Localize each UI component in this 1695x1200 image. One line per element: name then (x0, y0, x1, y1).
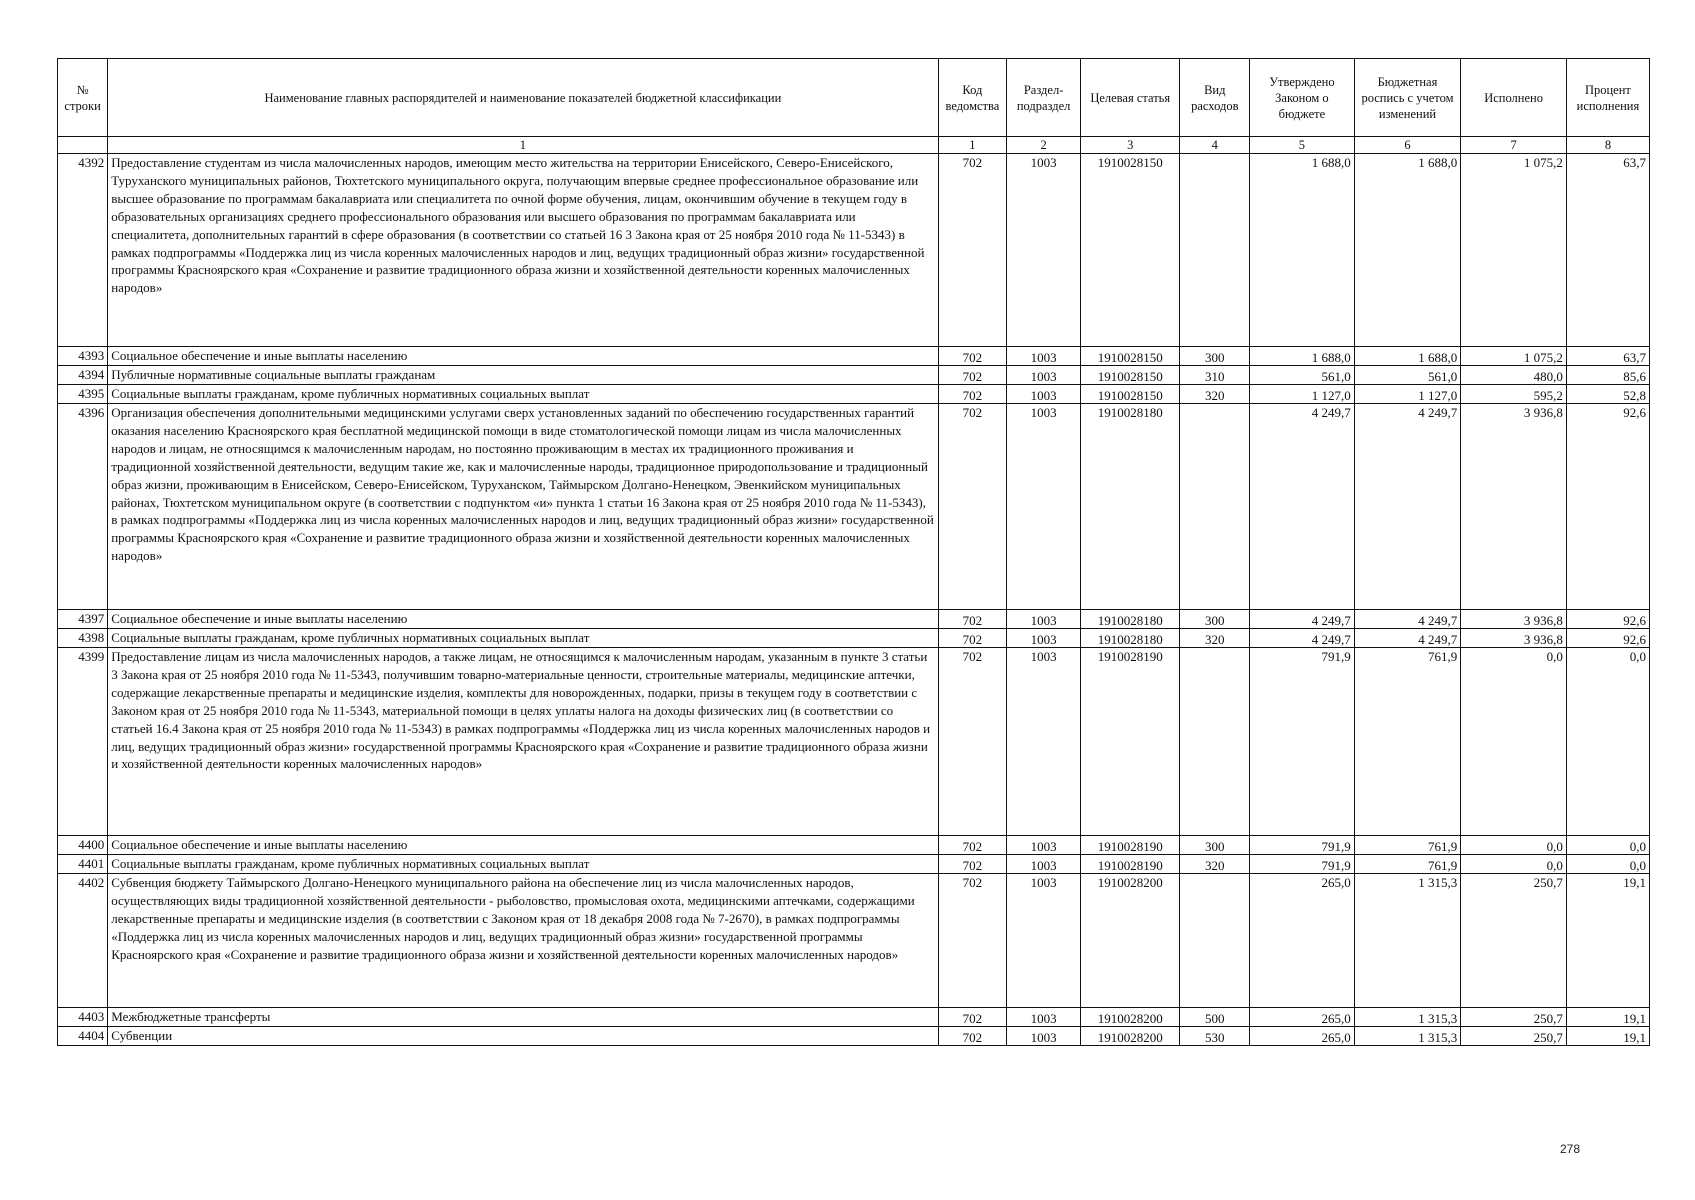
executed-amount: 1 075,2 (1461, 347, 1567, 366)
section-code: 1003 (1007, 874, 1081, 1008)
executed-amount: 1 075,2 (1461, 154, 1567, 347)
dept-code: 702 (938, 629, 1007, 648)
executed-amount: 0,0 (1461, 648, 1567, 836)
header-executed: Исполнено (1461, 59, 1567, 137)
execution-percent: 92,6 (1566, 404, 1649, 610)
dept-code: 702 (938, 836, 1007, 855)
dept-code: 702 (938, 1027, 1007, 1046)
target-article: 1910028190 (1081, 855, 1180, 874)
column-number-row (58, 137, 1650, 154)
approved-amount: 1 127,0 (1250, 385, 1355, 404)
column-number: 3 (1081, 137, 1180, 154)
item-name: Организация обеспечения дополнительными медицинскими услугами сверх установленных заданий по обеспечению государственных гарантий оказания населению Красноярского края бесплатной медицинской помощи в виде стоматологической помощи лицам из числа малочисленных народов и лицам, не относящимся к малочисленным народам, но постоянно проживающим в местах их традиционного проживания и традиционной хозяйственной деятельности, ведущим такие же, как и малочисленные народы, традиционное природопользование и традиционный образ жизни, проживающим в Енисейском, Северо-Енисейском, Туруханском, Таймырском Долгано-Ненецком, Эвенкийском муниципальных районах, Тюхтетском муниципальном округе (в соответствии с подпунктом «и» пункта 1 статьи 16 Закона края от 25 ноября 2010 года № 11-5343), в рамках подпрограммы «Поддержка лиц из числа коренных малочисленных народов и лиц, ведущих традиционный образ жизни» государственной программы Красноярского края «Сохранение и развитие традиционного образа жизни и хозяйственной деятельности коренных малочисленных народов» (108, 404, 938, 610)
target-article: 1910028180 (1081, 610, 1180, 629)
approved-amount: 4 249,7 (1250, 629, 1355, 648)
execution-percent: 0,0 (1566, 855, 1649, 874)
budget-list-amount: 4 249,7 (1354, 629, 1461, 648)
row-number: 4403 (58, 1008, 108, 1027)
dept-code: 702 (938, 154, 1007, 347)
row-number: 4404 (58, 1027, 108, 1046)
section-code: 1003 (1007, 385, 1081, 404)
expense-type: 310 (1180, 366, 1250, 385)
row-number: 4396 (58, 404, 108, 610)
section-code: 1003 (1007, 610, 1081, 629)
section-code: 1003 (1007, 366, 1081, 385)
target-article: 1910028190 (1081, 836, 1180, 855)
dept-code: 702 (938, 1008, 1007, 1027)
table-row (58, 1008, 1650, 1027)
row-number: 4395 (58, 385, 108, 404)
column-number: 4 (1180, 137, 1250, 154)
dept-code: 702 (938, 347, 1007, 366)
expense-type (1180, 154, 1250, 347)
executed-amount: 250,7 (1461, 1027, 1567, 1046)
dept-code: 702 (938, 855, 1007, 874)
column-number: 6 (1354, 137, 1461, 154)
approved-amount: 265,0 (1250, 1027, 1355, 1046)
budget-list-amount: 761,9 (1354, 648, 1461, 836)
row-number: 4393 (58, 347, 108, 366)
row-number: 4399 (58, 648, 108, 836)
execution-percent: 0,0 (1566, 836, 1649, 855)
item-name: Социальные выплаты гражданам, кроме публичных нормативных социальных выплат (108, 855, 938, 874)
execution-percent: 19,1 (1566, 874, 1649, 1008)
expense-type: 320 (1180, 385, 1250, 404)
table-row (58, 347, 1650, 366)
header-dept-code: Код ведомства (938, 59, 1007, 137)
header-row-no: № строки (58, 59, 108, 137)
target-article: 1910028150 (1081, 366, 1180, 385)
table-row (58, 836, 1650, 855)
executed-amount: 480,0 (1461, 366, 1567, 385)
target-article: 1910028150 (1081, 347, 1180, 366)
approved-amount: 4 249,7 (1250, 610, 1355, 629)
item-name: Социальное обеспечение и иные выплаты населению (108, 610, 938, 629)
header-exp-type: Вид расходов (1180, 59, 1250, 137)
approved-amount: 265,0 (1250, 874, 1355, 1008)
item-name: Социальные выплаты гражданам, кроме публичных нормативных социальных выплат (108, 385, 938, 404)
expense-type: 320 (1180, 629, 1250, 648)
executed-amount: 250,7 (1461, 1008, 1567, 1027)
row-number: 4398 (58, 629, 108, 648)
budget-list-amount: 1 315,3 (1354, 1008, 1461, 1027)
item-name: Межбюджетные трансферты (108, 1008, 938, 1027)
budget-list-amount: 1 315,3 (1354, 1027, 1461, 1046)
expense-type: 500 (1180, 1008, 1250, 1027)
budget-list-amount: 1 315,3 (1354, 874, 1461, 1008)
expense-type (1180, 648, 1250, 836)
target-article: 1910028150 (1081, 154, 1180, 347)
header-row (58, 59, 1650, 137)
table-row (58, 874, 1650, 1008)
execution-percent: 63,7 (1566, 347, 1649, 366)
page-number: 278 (1560, 1142, 1581, 1156)
section-code: 1003 (1007, 404, 1081, 610)
approved-amount: 1 688,0 (1250, 347, 1355, 366)
table-row (58, 1027, 1650, 1046)
execution-percent: 92,6 (1566, 629, 1649, 648)
section-code: 1003 (1007, 648, 1081, 836)
expense-type: 300 (1180, 836, 1250, 855)
execution-percent: 85,6 (1566, 366, 1649, 385)
expense-type (1180, 404, 1250, 610)
header-section: Раздел-подраздел (1007, 59, 1081, 137)
expense-type: 320 (1180, 855, 1250, 874)
section-code: 1003 (1007, 1027, 1081, 1046)
budget-list-amount: 1 688,0 (1354, 154, 1461, 347)
target-article: 1910028200 (1081, 1027, 1180, 1046)
table-row (58, 629, 1650, 648)
executed-amount: 0,0 (1461, 836, 1567, 855)
section-code: 1003 (1007, 855, 1081, 874)
dept-code: 702 (938, 610, 1007, 629)
executed-amount: 3 936,8 (1461, 629, 1567, 648)
budget-list-amount: 1 127,0 (1354, 385, 1461, 404)
table-row (58, 648, 1650, 836)
budget-table (57, 58, 1650, 1046)
approved-amount: 1 688,0 (1250, 154, 1355, 347)
column-number (58, 137, 108, 154)
executed-amount: 0,0 (1461, 855, 1567, 874)
target-article: 1910028180 (1081, 404, 1180, 610)
header-target: Целевая статья (1081, 59, 1180, 137)
budget-list-amount: 4 249,7 (1354, 610, 1461, 629)
column-number: 5 (1250, 137, 1355, 154)
approved-amount: 791,9 (1250, 648, 1355, 836)
item-name: Предоставление лицам из числа малочисленных народов, а также лицам, не относящимся к малочисленным народам, указанным в пункте 3 статьи 3 Закона края от 25 ноября 2010 года № 11-5343, получившим товарно-материальные ценности, строительные материалы, медицинские аптечки, содержащие лекарственные препараты и медицинские изделия, комплекты для новорожденных, подарки, призы в текущем году в соответствии с Законом края от 25 ноября 2010 года № 11-5343, материальной помощи в целях уплаты налога на доходы физических лиц (в соответствии со статьей 16.4 Закона края от 25 ноября 2010 года № 11-5343) в рамках подпрограммы «Поддержка лиц из числа коренных малочисленных народов и лиц, ведущих традиционный образ жизни» государственной программы Красноярского края «Сохранение и развитие традиционного образа жизни и хозяйственной деятельности коренных малочисленных народов» (108, 648, 938, 836)
budget-list-amount: 561,0 (1354, 366, 1461, 385)
execution-percent: 19,1 (1566, 1027, 1649, 1046)
table-row (58, 366, 1650, 385)
header-name: Наименование главных распорядителей и наименование показателей бюджетной классификации (108, 59, 938, 137)
item-name: Социальное обеспечение и иные выплаты населению (108, 836, 938, 855)
executed-amount: 595,2 (1461, 385, 1567, 404)
budget-list-amount: 4 249,7 (1354, 404, 1461, 610)
row-number: 4397 (58, 610, 108, 629)
column-number: 7 (1461, 137, 1567, 154)
execution-percent: 92,6 (1566, 610, 1649, 629)
target-article: 1910028190 (1081, 648, 1180, 836)
executed-amount: 3 936,8 (1461, 610, 1567, 629)
dept-code: 702 (938, 366, 1007, 385)
item-name: Социальное обеспечение и иные выплаты населению (108, 347, 938, 366)
expense-type: 300 (1180, 610, 1250, 629)
approved-amount: 4 249,7 (1250, 404, 1355, 610)
row-number: 4392 (58, 154, 108, 347)
dept-code: 702 (938, 648, 1007, 836)
execution-percent: 19,1 (1566, 1008, 1649, 1027)
dept-code: 702 (938, 385, 1007, 404)
approved-amount: 791,9 (1250, 855, 1355, 874)
target-article: 1910028200 (1081, 1008, 1180, 1027)
row-number: 4400 (58, 836, 108, 855)
budget-list-amount: 761,9 (1354, 836, 1461, 855)
dept-code: 702 (938, 404, 1007, 610)
table-row (58, 855, 1650, 874)
section-code: 1003 (1007, 836, 1081, 855)
header-percent: Процент исполнения (1566, 59, 1649, 137)
expense-type (1180, 874, 1250, 1008)
column-number: 1 (938, 137, 1007, 154)
table-row (58, 154, 1650, 347)
column-number: 8 (1566, 137, 1649, 154)
header-approved: Утверждено Законом о бюджете (1250, 59, 1355, 137)
item-name: Предоставление студентам из числа малочисленных народов, имеющим место жительства на территории Енисейского, Северо-Енисейского, Туруханского муниципальных районов, Тюхтетского муниципального округа, получающим впервые среднее профессиональное образование или высшее образование по программам бакалавриата или специалитета по очной форме обучения, лицам, окончившим обучение в текущем году в образовательных организациях среднего профессионального образования или высшего образования по программам бакалавриата или специалитета, дополнительных гарантий в сфере образования (в соответствии со статьей 16 3 Закона края от 25 ноября 2010 года № 11-5343) в рамках подпрограммы «Поддержка лиц из числа коренных малочисленных народов и лиц, ведущих традиционный образ жизни» государственной программы Красноярского края «Сохранение и развитие традиционного образа жизни и хозяйственной деятельности коренных малочисленных народов» (108, 154, 938, 347)
approved-amount: 561,0 (1250, 366, 1355, 385)
target-article: 1910028150 (1081, 385, 1180, 404)
target-article: 1910028200 (1081, 874, 1180, 1008)
execution-percent: 52,8 (1566, 385, 1649, 404)
section-code: 1003 (1007, 629, 1081, 648)
execution-percent: 0,0 (1566, 648, 1649, 836)
budget-list-amount: 1 688,0 (1354, 347, 1461, 366)
section-code: 1003 (1007, 154, 1081, 347)
item-name: Публичные нормативные социальные выплаты гражданам (108, 366, 938, 385)
expense-type: 300 (1180, 347, 1250, 366)
column-number: 2 (1007, 137, 1081, 154)
table-body (58, 154, 1650, 1046)
dept-code: 702 (938, 874, 1007, 1008)
budget-list-amount: 761,9 (1354, 855, 1461, 874)
column-number: 1 (108, 137, 938, 154)
section-code: 1003 (1007, 347, 1081, 366)
executed-amount: 250,7 (1461, 874, 1567, 1008)
item-name: Субвенции (108, 1027, 938, 1046)
row-number: 4401 (58, 855, 108, 874)
header-budget-list: Бюджетная роспись с учетом изменений (1354, 59, 1461, 137)
table-row (58, 385, 1650, 404)
target-article: 1910028180 (1081, 629, 1180, 648)
table-row (58, 404, 1650, 610)
approved-amount: 791,9 (1250, 836, 1355, 855)
table-row (58, 610, 1650, 629)
row-number: 4394 (58, 366, 108, 385)
executed-amount: 3 936,8 (1461, 404, 1567, 610)
approved-amount: 265,0 (1250, 1008, 1355, 1027)
row-number: 4402 (58, 874, 108, 1008)
execution-percent: 63,7 (1566, 154, 1649, 347)
expense-type: 530 (1180, 1027, 1250, 1046)
item-name: Субвенция бюджету Таймырского Долгано-Ненецкого муниципального района на обеспечение лиц из числа малочисленных народов, осуществляющих виды традиционной хозяйственной деятельности - рыболовство, промысловая охота, медицинскими аптечками, содержащими лекарственные препараты и медицинские изделия (в соответствии с Законом края от 18 декабря 2008 года № 7-2670), в рамках подпрограммы «Поддержка лиц из числа коренных малочисленных народов и лиц, ведущих традиционный образ жизни» государственной программы Красноярского края «Сохранение и развитие традиционного образа жизни и хозяйственной деятельности коренных малочисленных народов» (108, 874, 938, 1008)
section-code: 1003 (1007, 1008, 1081, 1027)
item-name: Социальные выплаты гражданам, кроме публичных нормативных социальных выплат (108, 629, 938, 648)
